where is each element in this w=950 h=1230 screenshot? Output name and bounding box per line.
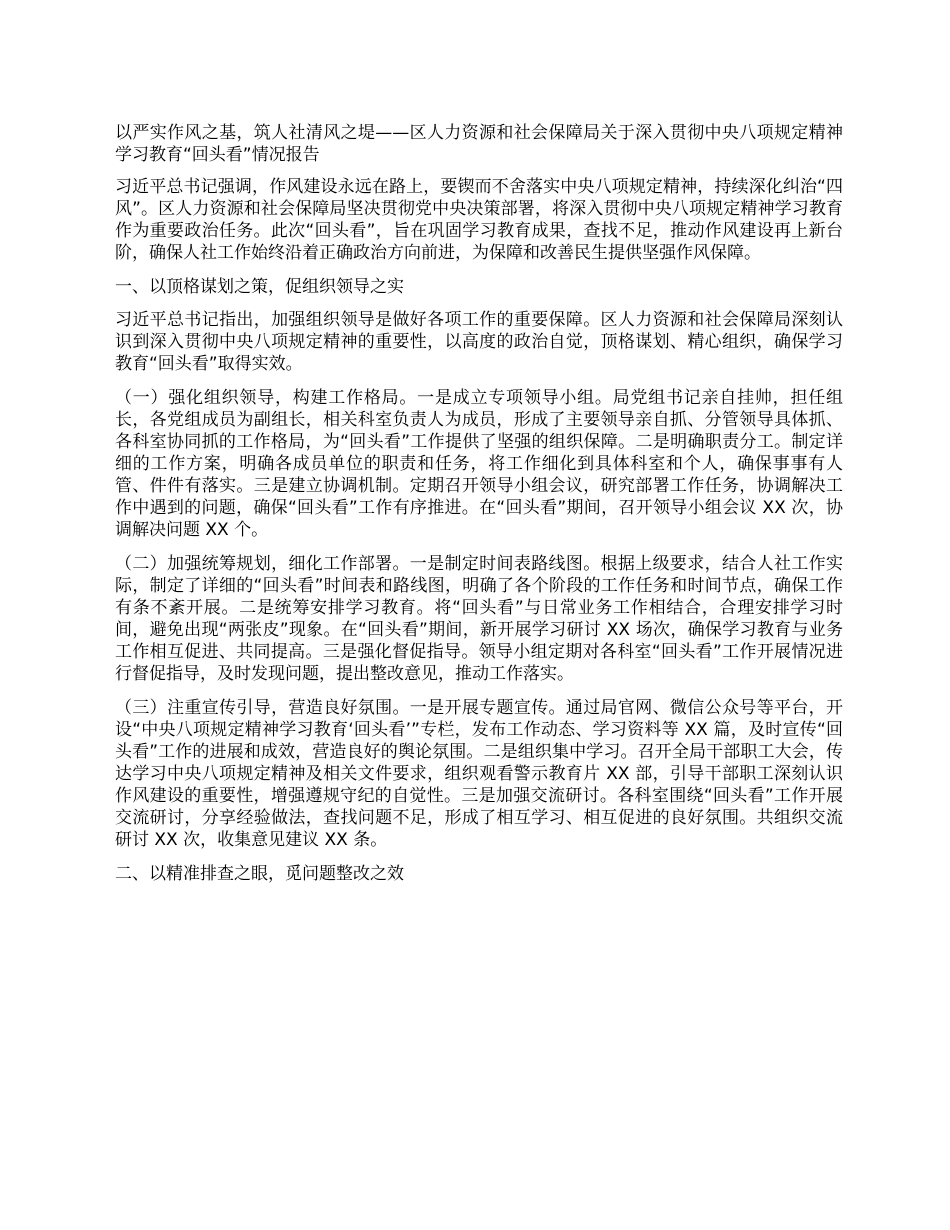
section-1-intro-paragraph: 习近平总书记指出，加强组织领导是做好各项工作的重要保障。区人力资源和社会保障局深刻认识到深入贯彻中央八项规定精神的重要性，以高度的政治自觉，顶格谋划、精心组织，确保学习教育“回头看”取得实效。 xyxy=(115,310,843,374)
section-1-item-3-paragraph: （三）注重宣传引导，营造良好氛围。一是开展专题宣传。通过局官网、微信公众号等平台，开设“中央八项规定精神学习教育‘回头看’”专栏，发布工作动态、学习资料等 XX 篇，及时宣传“回头看”工作的进展和成效，营造良好的舆论氛围。二是组织集中学习。召开全局干部职工大会，传达学习中央八项规定精神及相关文件要求，组织观看警示教育片 XX 部，引导干部职工深刻认识作风建设的重要性，增强遵规守纪的自觉性。三是加强交流研讨。各科室围绕“回头看”工作开展交流研讨，分享经验做法，查找问题不足，形成了相互学习、相互促进的良好氛围。共组织交流研讨 XX 次，收集意见建议 XX 条。 xyxy=(115,698,843,850)
section-2-heading: 二、以精准排查之眼，觅问题整改之效 xyxy=(115,864,404,884)
section-1-item-1-paragraph: （一）强化组织领导，构建工作格局。一是成立专项领导小组。局党组书记亲自挂帅，担任组长，各党组成员为副组长，相关科室负责人为成员，形成了主要领导亲自抓、分管领导具体抓、各科室协同抓的工作格局，为“回头看”工作提供了坚强的组织保障。二是明确职责分工。制定详细的工作方案，明确各成员单位的职责和任务，将工作细化到具体科室和个人，确保事事有人管、件件有落实。三是建立协调机制。定期召开领导小组会议，研究部署工作任务，协调解决工作中遇到的问题，确保“回头看”工作有序推进。在“回头看”期间，召开领导小组会议 XX 次，协调解决问题 XX 个。 xyxy=(115,388,843,540)
document-title: 以严实作风之基，筑人社清风之堤——区人力资源和社会保障局关于深入贯彻中央八项规定精神学习教育“回头看”情况报告 xyxy=(115,123,843,165)
document-page xyxy=(115,122,843,896)
section-1-item-2-paragraph: （二）加强统筹规划，细化工作部署。一是制定时间表路线图。根据上级要求，结合人社工作实际，制定了详细的“回头看”时间表和路线图，明确了各个阶段的工作任务和时间节点，确保工作有条不紊开展。二是统筹安排学习教育。将“回头看”与日常业务工作相结合，合理安排学习时间，避免出现“两张皮”现象。在“回头看”期间，新开展学习研讨 XX 场次，确保学习教育与业务工作相互促进、共同提高。三是强化督促指导。领导小组定期对各科室“回头看”工作开展情况进行督促指导，及时发现问题，提出整改意见，推动工作落实。 xyxy=(115,554,843,684)
section-1-heading: 一、以顶格谋划之策，促组织领导之实 xyxy=(115,277,404,297)
intro-paragraph: 习近平总书记强调，作风建设永远在路上，要锲而不舍落实中央八项规定精神，持续深化纠治“四风”。区人力资源和社会保障局坚决贯彻党中央决策部署，将深入贯彻中央八项规定精神学习教育作为重要政治任务。此次“回头看”，旨在巩固学习教育成果，查找不足，推动作风建设再上新台阶，确保人社工作始终沿着正确政治方向前进，为保障和改善民生提供坚强作风保障。 xyxy=(115,177,843,263)
